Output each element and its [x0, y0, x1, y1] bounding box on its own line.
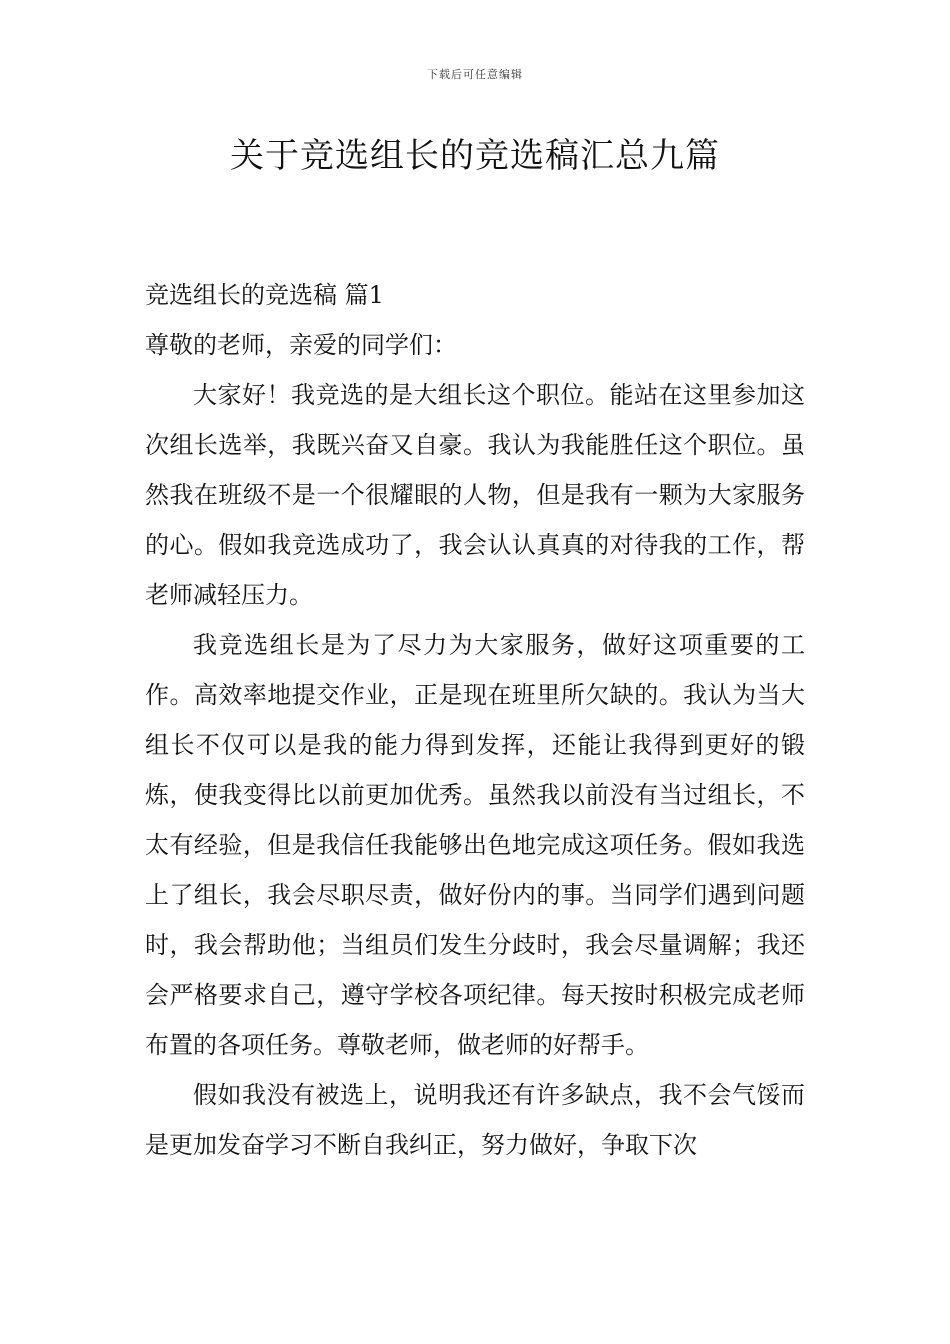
section-heading: 竞选组长的竞选稿 篇1 — [145, 281, 384, 309]
paragraph-2: 我竞选组长是为了尽力为大家服务，做好这项重要的工作。高效率地提交作业，正是现在班里所欠缺的。我认为当大组长不仅可以是我的能力得到发挥，还能让我得到更好的锻炼，使我变得比以前更加优秀。虽然我以前没有当过组长，不太有经验，但是我信任我能够出色地完成这项任务。假如我选上了组长，我会尽职尽责，做好份内的事。当同学们遇到问题时，我会帮助他；当组员们发生分歧时，我会尽量调解；我还会严格要求自己，遵守学校各项纪律。每天按时积极完成老师布置的各项任务。尊敬老师，做老师的好帮手。 — [145, 631, 805, 1059]
document-body — [145, 270, 805, 1170]
document-title: 关于竞选组长的竞选稿汇总九篇 — [230, 136, 720, 176]
paragraph-1: 大家好！我竞选的是大组长这个职位。能站在这里参加这次组长选举，我既兴奋又自豪。我认为我能胜任这个职位。虽然我在班级不是一个很耀眼的人物，但是我有一颗为大家服务的心。假如我竞选成功了，我会认认真真的对待我的工作，帮老师减轻压力。 — [145, 381, 805, 609]
salutation: 尊敬的老师，亲爱的同学们： — [145, 331, 457, 359]
paragraph-3: 假如我没有被选上，说明我还有许多缺点，我不会气馁而是更加发奋学习不断自我纠正，努力做好，争取下次 — [145, 1081, 805, 1159]
header-note: 下载后可任意编辑 — [427, 68, 523, 81]
